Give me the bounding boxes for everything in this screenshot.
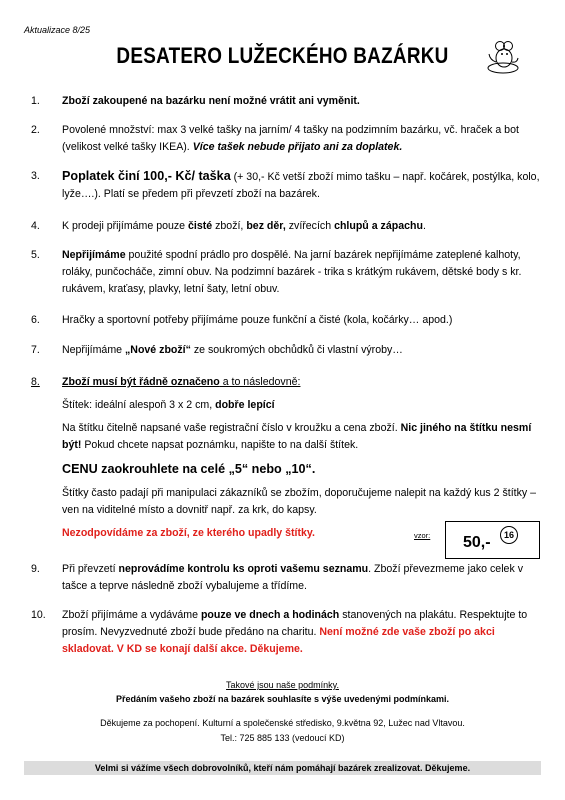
rule-number: 9. [31, 563, 40, 575]
rule-text: Zboží zakoupené na bazárku není možné vrátit ani vyměnit. [62, 95, 360, 107]
rule-number: 1. [31, 95, 40, 107]
update-note: Aktualizace 8/25 [24, 25, 91, 35]
footer-phone: Tel.: 725 885 133 (vedoucí KD) [220, 733, 345, 743]
rule-number: 7. [31, 344, 40, 356]
sample-registration-number: 16 [500, 526, 518, 544]
footer-agreement: Předáním vašeho zboží na bazárek souhlasíte s výše uvedenými podmínkami. [115, 694, 450, 704]
rule-text: Poplatek činí 100,- Kč/ taška (+ 30,- Kč vetší zboží mimo tašku – např. kočárek, postýlka, kolo, lyže….). Platí se předem při převzetí zboží na bazárek. [62, 169, 540, 200]
rule-text: Povolené množství: max 3 velké tašky na jarním/ 4 tašky na podzimním bazárku, vč. hraček a bot (velikost velké tašky IKEA). Více tašek nebude přijato ani za doplatek. [62, 124, 519, 153]
rule-number: 3. [31, 170, 40, 182]
rule-text: K prodeji přijímáme pouze čisté zboží, bez děr, zvířecích chlupů a zápachu. [62, 220, 426, 232]
rule-text: Hračky a sportovní potřeby přijímáme pouze funkční a čisté (kola, kočárky… apod.) [62, 314, 453, 326]
page-title: DESATERO LUŽECKÉHO BAZÁRKU [116, 43, 449, 68]
rule-number: 10. [31, 609, 46, 621]
rule-text: Nepřijímáme „Nové zboží“ ze soukromých obchůdků či vlastní výroby… [62, 344, 403, 356]
footer-address: Děkujeme za pochopení. Kulturní a společenské středisko, 9.května 92, Lužec nad Vltavou. [100, 718, 465, 728]
sample-price: 50,- [463, 534, 491, 551]
rule-number: 4. [31, 220, 40, 232]
rule-text: Zboží přijímáme a vydáváme pouze ve dnech a hodinách stanovených na plakátu. Respektujte to prosím. Nevyzvednuté zboží bude předáno na charitu. Není možné zde vaše zboží po akci skladovat. V KD se konají další akce. Děkujeme. [62, 609, 528, 655]
rule-text: Nepřijímáme použité spodní prádlo pro dospělé. Na jarní bazárek nepřijímáme zateplené kalhoty, roláky, punčocháče, zimní obuv. Na podzimní bazárek - trika s krátkým rukávem, dětské body s kr. rukávem, kraťasy, plavky, letní šaty, letní obuv. [62, 249, 522, 295]
rule-number: 6. [31, 314, 40, 326]
footer-thanks-bar: Velmi si vážíme všech dobrovolníků, kteří nám pomáhají bazárek zrealizovat. Děkujeme. [24, 761, 541, 775]
sample-label: vzor: [414, 531, 431, 540]
rule-text: Zboží musí být řádně označeno a to následovně: Štítek: ideální alespoň 3 x 2 cm, dobře lepící Na štítku čitelně napsané vaše registrační číslo v kroužku a cena zboží. Nic jiného na štítku nesmí být! Pokud chcete napsat poznámku, napište to na další štítek. CENU zaokrouhlete na celé „5“ nebo „10“. Štítky často padají při manipulaci zákazníků se zbožím, doporučujeme nalepit na každý kus 2 štítky – ven na viditelné místo a dovnitř např. za krk, do kapsy. Nezodpovídáme za zboží, ze kterého upadly štítky. [62, 376, 537, 539]
sample-price-tag [445, 521, 540, 559]
footer-conditions: Takové jsou naše podmínky. [226, 680, 339, 690]
rule-text: Při převzetí neprovádíme kontrolu ks oproti vašemu seznamu. Zboží převezmeme jako celek v tašce a teprve následně zboží vybalujeme a třídíme. [62, 563, 523, 592]
rule-number: 2. [31, 124, 40, 136]
mouse-logo-icon [486, 38, 520, 76]
rule-number: 8. [31, 376, 40, 388]
rule-number: 5. [31, 249, 40, 261]
